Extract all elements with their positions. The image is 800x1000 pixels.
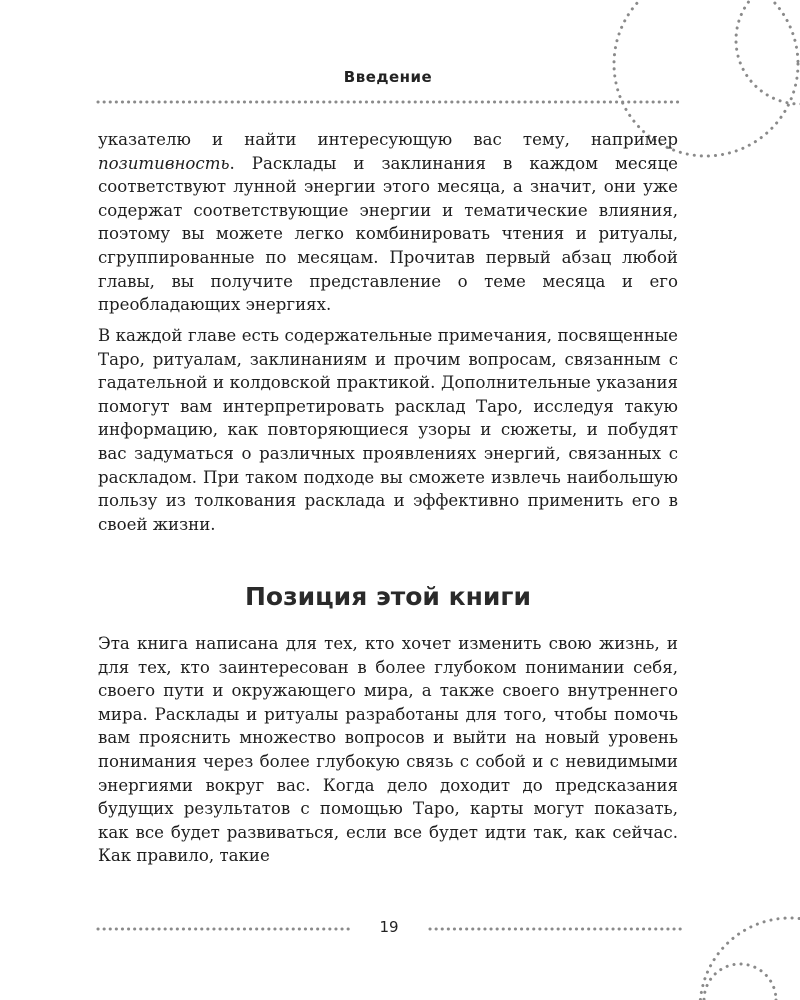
paragraph-3: [98, 632, 678, 868]
paragraph-1: [98, 128, 678, 317]
paragraph-1-rest: . Расклады и заклинания в каждом месяце соответствуют лунной энергии этого месяца, а значит, они уже содержат соответствующие энергии и тематические влияния, поэтому вы можете легко комбинировать чтения и ритуалы, сгруппированные по месяцам. Прочитав первый абзац любой главы, вы получите представление о теме месяца и его преобладающих энергиях.: [98, 153, 678, 315]
paragraph-3-text: Эта книга написана для тех, кто хочет изменить свою жизнь, и для тех, кто заинтересован в более глубоком понимании себя, своего пути и окружающего мира, а также своего внутреннего мира. Расклады и ритуалы разработаны для того, чтобы помочь вам прояснить множество вопросов и выйти на новый уровень понимания через более глубокую связь с собой и с невидимыми энергиями вокруг вас. Когда дело доходит до предсказания будущих результатов с помощью Таро, карты могут показать, как все будет развиваться, если все будет идти так, как сейчас. Как правило, такие: [98, 634, 678, 866]
dotted-circle-bottom-large: [700, 918, 800, 1000]
page-number: 19: [379, 918, 399, 936]
section-heading: Позиция этой книги: [245, 582, 531, 611]
paragraph-2: [98, 324, 678, 536]
emphasized-word: позитивность: [98, 153, 230, 173]
dotted-circle-top-small: [736, 0, 800, 104]
dotted-circle-bottom-small: [704, 964, 776, 1000]
paragraph-1-start: указателю и найти интересующую вас тему, например: [98, 130, 678, 149]
running-head: Введение: [343, 68, 433, 86]
paragraph-2-text: В каждой главе есть содержательные примечания, посвященные Таро, ритуалам, заклинаниям и прочим вопросам, связанным с гадательной и колдовской практикой. Дополнительные указания помогут вам интерпретировать расклад Таро, исследуя такую информацию, как повторяющиеся узоры и сюжеты, и побудят вас задуматься о различных проявлениях энергий, связанных с раскладом. При таком подходе вы сможете извлечь наибольшую пользу из толкования расклада и эффективно применить его в своей жизни.: [98, 326, 678, 534]
